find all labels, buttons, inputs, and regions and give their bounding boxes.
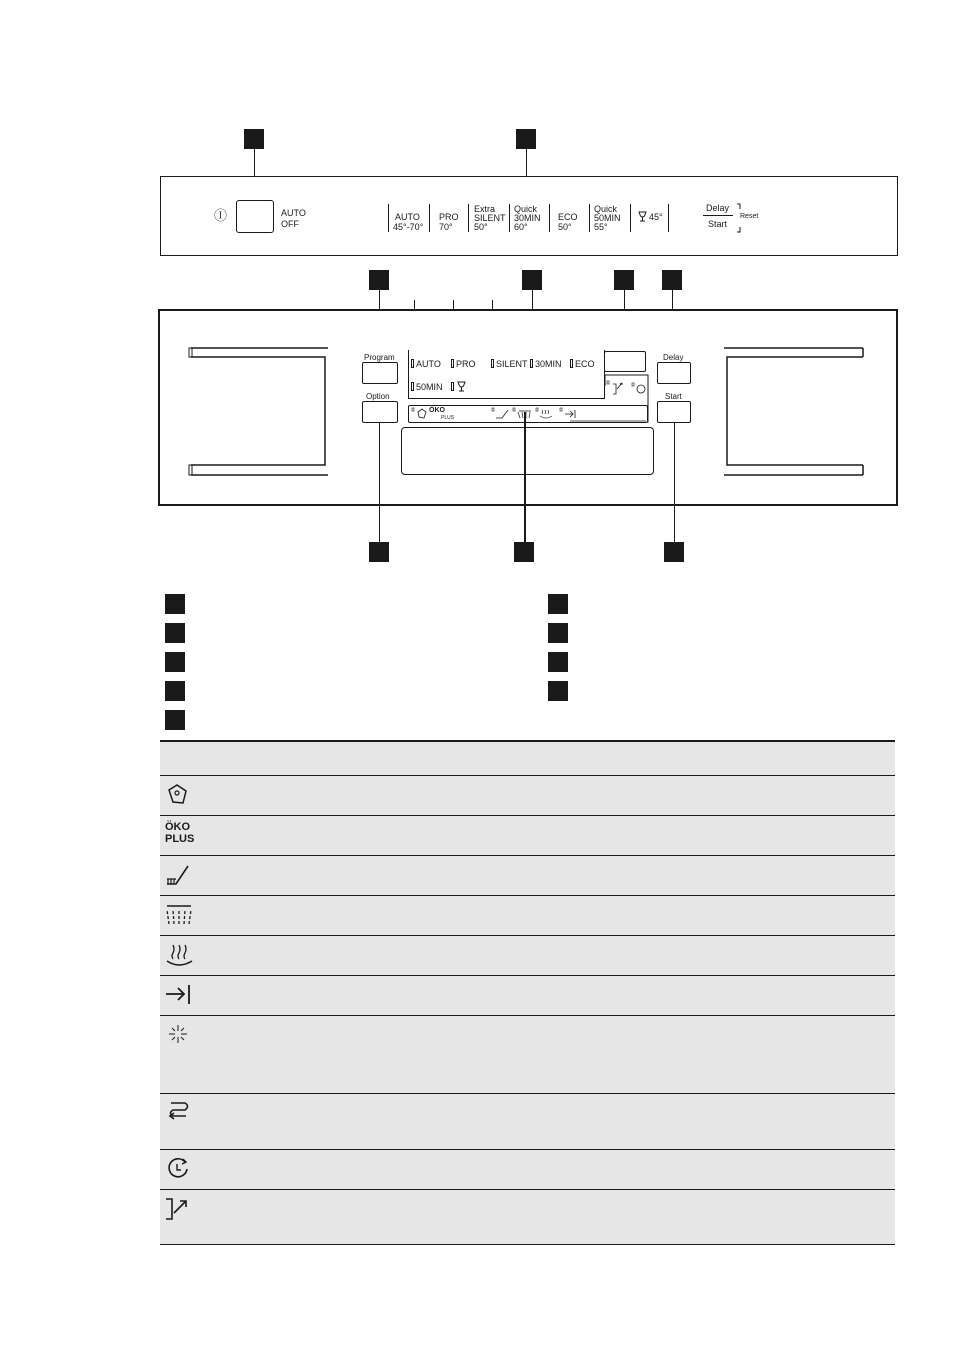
display-eco: ECO (570, 359, 595, 369)
digit-display (604, 351, 646, 372)
legend-marker (165, 594, 185, 614)
table-header-row (160, 742, 895, 776)
salt-icon (164, 1196, 194, 1222)
delay-label-top: Delay (706, 203, 730, 213)
legend-marker (548, 652, 568, 672)
table-row (160, 936, 895, 976)
brush-icon (164, 862, 194, 888)
program-label: Program (364, 353, 395, 362)
table-row (160, 1094, 895, 1150)
display-glass (451, 382, 456, 392)
callout-marker-9 (664, 542, 684, 562)
display-pro: PRO (451, 359, 476, 369)
display-silent: SILENT (491, 359, 528, 369)
callout-marker-4 (522, 270, 542, 290)
delay-clock-icon (164, 1156, 194, 1182)
callout-marker-2 (516, 129, 536, 149)
end-arrow-icon (164, 982, 194, 1008)
oko-plus-display-2: PLUS (441, 415, 455, 421)
program-button[interactable] (362, 362, 398, 384)
callout-marker-7 (369, 542, 389, 562)
table-row (160, 856, 895, 896)
drying-icon (164, 942, 194, 968)
start-label: Start (665, 392, 682, 401)
display-glass-icon (457, 381, 466, 392)
oko-plus-display: ÖKO (429, 407, 445, 414)
on-off-button[interactable] (236, 200, 274, 233)
rinse-aid-icon (164, 1022, 194, 1048)
display-50min: 50MIN (411, 382, 443, 392)
separator (589, 204, 590, 232)
right-handle (724, 347, 866, 477)
glass-icon (638, 211, 647, 222)
table-row (160, 776, 895, 816)
legend-marker (165, 623, 185, 643)
lower-display (401, 427, 654, 475)
auto-off-label-2: OFF (281, 219, 299, 229)
separator (509, 204, 510, 232)
callout-line (674, 423, 675, 542)
legend-marker (165, 710, 185, 730)
symbol-table (160, 740, 895, 1245)
callout-marker-6 (662, 270, 682, 290)
option-button[interactable] (362, 401, 398, 423)
legend-marker (165, 652, 185, 672)
table-row (160, 1190, 895, 1245)
delay-label: Delay (663, 353, 684, 362)
detergent-tablet-icon (164, 782, 194, 808)
table-row (160, 816, 895, 856)
separator (549, 204, 550, 232)
callout-marker-1 (244, 129, 264, 149)
oko-plus-icon: ÖKO PLUS (165, 821, 195, 845)
separator (630, 204, 631, 232)
separator (429, 204, 430, 232)
legend-marker (548, 681, 568, 701)
table-row (160, 976, 895, 1016)
legend-marker (548, 623, 568, 643)
display-30min: 30MIN (530, 359, 562, 369)
separator (388, 204, 389, 232)
separator (468, 204, 469, 232)
divider (703, 215, 733, 216)
callout-marker-3 (369, 270, 389, 290)
delay-button[interactable] (657, 362, 691, 384)
separator (668, 204, 669, 232)
option-label: Option (366, 392, 390, 401)
power-icon: Ⓘ (214, 208, 228, 223)
auto-off-label-1: AUTO (281, 208, 306, 218)
left-handle (188, 347, 328, 477)
callout-marker-5 (614, 270, 634, 290)
legend-marker (165, 681, 185, 701)
spray-arms-icon (164, 902, 194, 928)
table-row (160, 896, 895, 936)
callout-marker-8 (514, 542, 534, 562)
callout-line (379, 423, 380, 542)
reset-label: Reset (740, 213, 759, 220)
callout-line (524, 412, 526, 542)
start-label-top: Start (708, 219, 728, 229)
table-row (160, 1016, 895, 1094)
start-button[interactable] (657, 401, 691, 423)
regeneration-icon (164, 1100, 194, 1126)
display-auto: AUTO (411, 359, 441, 369)
table-row (160, 1150, 895, 1190)
legend-marker (548, 594, 568, 614)
